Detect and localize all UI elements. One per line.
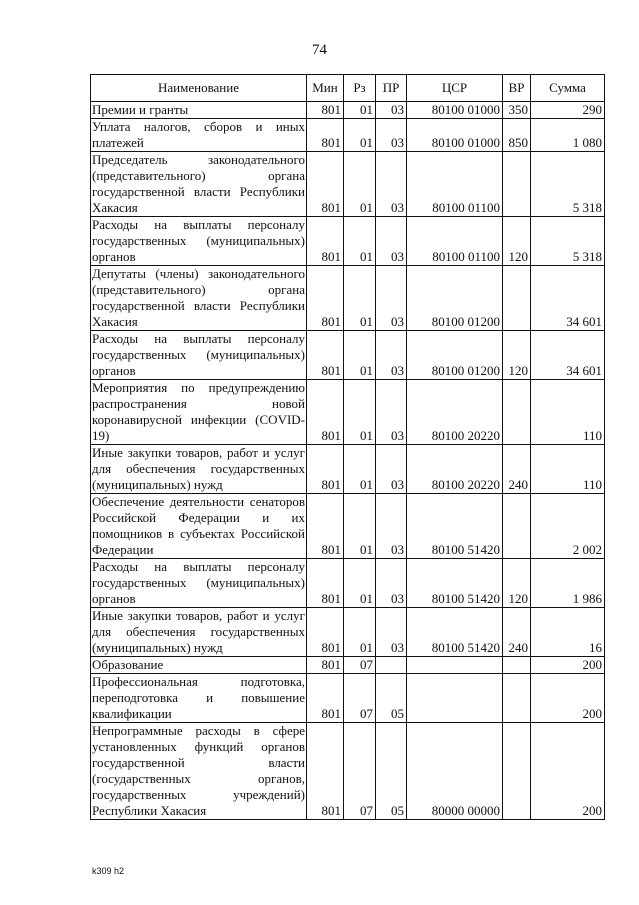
row-min: 801 xyxy=(307,266,344,331)
row-min: 801 xyxy=(307,119,344,152)
row-vr xyxy=(503,723,531,820)
row-csr xyxy=(407,657,503,674)
row-vr: 240 xyxy=(503,445,531,494)
row-csr: 80100 01100 xyxy=(407,152,503,217)
row-name: Мероприятия по предупреждению распространения новой коронавирусной инфекции (COVID-19) xyxy=(92,380,305,443)
row-pr: 03 xyxy=(376,380,407,445)
table-row xyxy=(91,331,605,380)
row-rz: 01 xyxy=(344,152,376,217)
row-min: 801 xyxy=(307,380,344,445)
row-vr: 120 xyxy=(503,331,531,380)
table-row xyxy=(91,723,605,820)
table-row xyxy=(91,657,605,674)
row-vr xyxy=(503,674,531,723)
row-rz: 01 xyxy=(344,331,376,380)
row-pr: 05 xyxy=(376,674,407,723)
row-sum: 34 601 xyxy=(531,266,605,331)
row-vr xyxy=(503,657,531,674)
row-sum: 5 318 xyxy=(531,217,605,266)
row-sum: 200 xyxy=(531,723,605,820)
row-name: Председатель законодательного (представительного) органа государственной власти Республики Хакасия xyxy=(92,152,305,215)
table-row xyxy=(91,674,605,723)
table-row xyxy=(91,266,605,331)
row-name: Расходы на выплаты персоналу государственных (муниципальных) органов xyxy=(92,217,305,264)
row-sum: 2 002 xyxy=(531,494,605,559)
header-pr: ПР xyxy=(376,75,407,102)
header-vr: ВР xyxy=(503,75,531,102)
row-vr: 350 xyxy=(503,102,531,119)
row-vr: 120 xyxy=(503,217,531,266)
row-csr: 80100 01000 xyxy=(407,102,503,119)
header-csr: ЦСР xyxy=(407,75,503,102)
row-min: 801 xyxy=(307,445,344,494)
row-rz: 01 xyxy=(344,119,376,152)
row-rz: 01 xyxy=(344,266,376,331)
header-name: Наименование xyxy=(91,75,307,102)
row-sum: 5 318 xyxy=(531,152,605,217)
budget-table xyxy=(90,74,605,820)
table-row xyxy=(91,559,605,608)
row-sum: 1 986 xyxy=(531,559,605,608)
row-name: Депутаты (члены) законодательного (представительного) органа государственной власти Республики Хакасия xyxy=(92,266,305,329)
row-pr: 03 xyxy=(376,119,407,152)
row-min: 801 xyxy=(307,674,344,723)
row-rz: 07 xyxy=(344,657,376,674)
row-csr: 80100 01200 xyxy=(407,266,503,331)
row-sum: 200 xyxy=(531,657,605,674)
row-pr: 03 xyxy=(376,608,407,657)
row-min: 801 xyxy=(307,152,344,217)
row-csr: 80100 51420 xyxy=(407,608,503,657)
row-rz: 01 xyxy=(344,608,376,657)
row-min: 801 xyxy=(307,331,344,380)
row-min: 801 xyxy=(307,559,344,608)
row-sum: 110 xyxy=(531,445,605,494)
row-sum: 34 601 xyxy=(531,331,605,380)
table-row xyxy=(91,217,605,266)
footer-code: k309 h2 xyxy=(92,866,125,876)
row-min: 801 xyxy=(307,657,344,674)
table-row xyxy=(91,102,605,119)
row-pr: 03 xyxy=(376,102,407,119)
row-csr xyxy=(407,674,503,723)
row-csr: 80100 51420 xyxy=(407,494,503,559)
row-pr: 03 xyxy=(376,445,407,494)
table-row xyxy=(91,380,605,445)
table-row xyxy=(91,119,605,152)
row-min: 801 xyxy=(307,102,344,119)
row-name: Иные закупки товаров, работ и услуг для обеспечения государственных (муниципальных) нужд xyxy=(92,445,305,492)
row-pr: 03 xyxy=(376,152,407,217)
row-min: 801 xyxy=(307,723,344,820)
row-vr: 850 xyxy=(503,119,531,152)
row-min: 801 xyxy=(307,608,344,657)
row-csr: 80100 20220 xyxy=(407,380,503,445)
row-vr: 120 xyxy=(503,559,531,608)
row-name: Расходы на выплаты персоналу государственных (муниципальных) органов xyxy=(92,331,305,378)
row-vr: 240 xyxy=(503,608,531,657)
row-min: 801 xyxy=(307,494,344,559)
row-vr xyxy=(503,494,531,559)
row-sum: 16 xyxy=(531,608,605,657)
row-name: Расходы на выплаты персоналу государственных (муниципальных) органов xyxy=(92,559,305,606)
row-pr: 03 xyxy=(376,266,407,331)
row-csr: 80100 01100 xyxy=(407,217,503,266)
row-name: Обеспечение деятельности сенаторов Российской Федерации и их помощников в субъектах Российской Федерации xyxy=(92,494,305,557)
table-row xyxy=(91,494,605,559)
row-rz: 01 xyxy=(344,494,376,559)
row-rz: 01 xyxy=(344,102,376,119)
row-rz: 01 xyxy=(344,380,376,445)
table-row xyxy=(91,608,605,657)
row-name: Образование xyxy=(91,657,307,674)
row-sum: 200 xyxy=(531,674,605,723)
row-pr: 03 xyxy=(376,494,407,559)
row-name: Премии и гранты xyxy=(91,102,307,119)
row-rz: 01 xyxy=(344,445,376,494)
row-min: 801 xyxy=(307,217,344,266)
row-sum: 1 080 xyxy=(531,119,605,152)
row-name: Уплата налогов, сборов и иных платежей xyxy=(92,119,305,150)
table-row xyxy=(91,445,605,494)
row-vr xyxy=(503,380,531,445)
row-csr: 80100 01000 xyxy=(407,119,503,152)
row-vr xyxy=(503,152,531,217)
row-pr: 05 xyxy=(376,723,407,820)
row-rz: 01 xyxy=(344,559,376,608)
row-name: Профессиональная подготовка, переподготовка и повышение квалификации xyxy=(92,674,305,721)
row-rz: 07 xyxy=(344,674,376,723)
header-row xyxy=(91,75,605,102)
row-pr: 03 xyxy=(376,559,407,608)
row-name: Иные закупки товаров, работ и услуг для обеспечения государственных (муниципальных) нужд xyxy=(92,608,305,655)
row-csr: 80100 01200 xyxy=(407,331,503,380)
row-name: Непрограммные расходы в сфере установленных функций органов государственной власти (государственных органов, государственных учреждений) Республики Хакасия xyxy=(92,723,305,818)
header-min: Мин xyxy=(307,75,344,102)
row-pr: 03 xyxy=(376,331,407,380)
row-rz: 07 xyxy=(344,723,376,820)
row-csr: 80100 51420 xyxy=(407,559,503,608)
header-sum: Сумма xyxy=(531,75,605,102)
row-vr xyxy=(503,266,531,331)
page-number: 74 xyxy=(312,42,327,58)
table-row xyxy=(91,152,605,217)
row-pr: 03 xyxy=(376,217,407,266)
row-csr: 80000 00000 xyxy=(407,723,503,820)
row-csr: 80100 20220 xyxy=(407,445,503,494)
row-rz: 01 xyxy=(344,217,376,266)
row-sum: 110 xyxy=(531,380,605,445)
header-rz: Рз xyxy=(344,75,376,102)
row-pr xyxy=(376,657,407,674)
row-sum: 290 xyxy=(531,102,605,119)
